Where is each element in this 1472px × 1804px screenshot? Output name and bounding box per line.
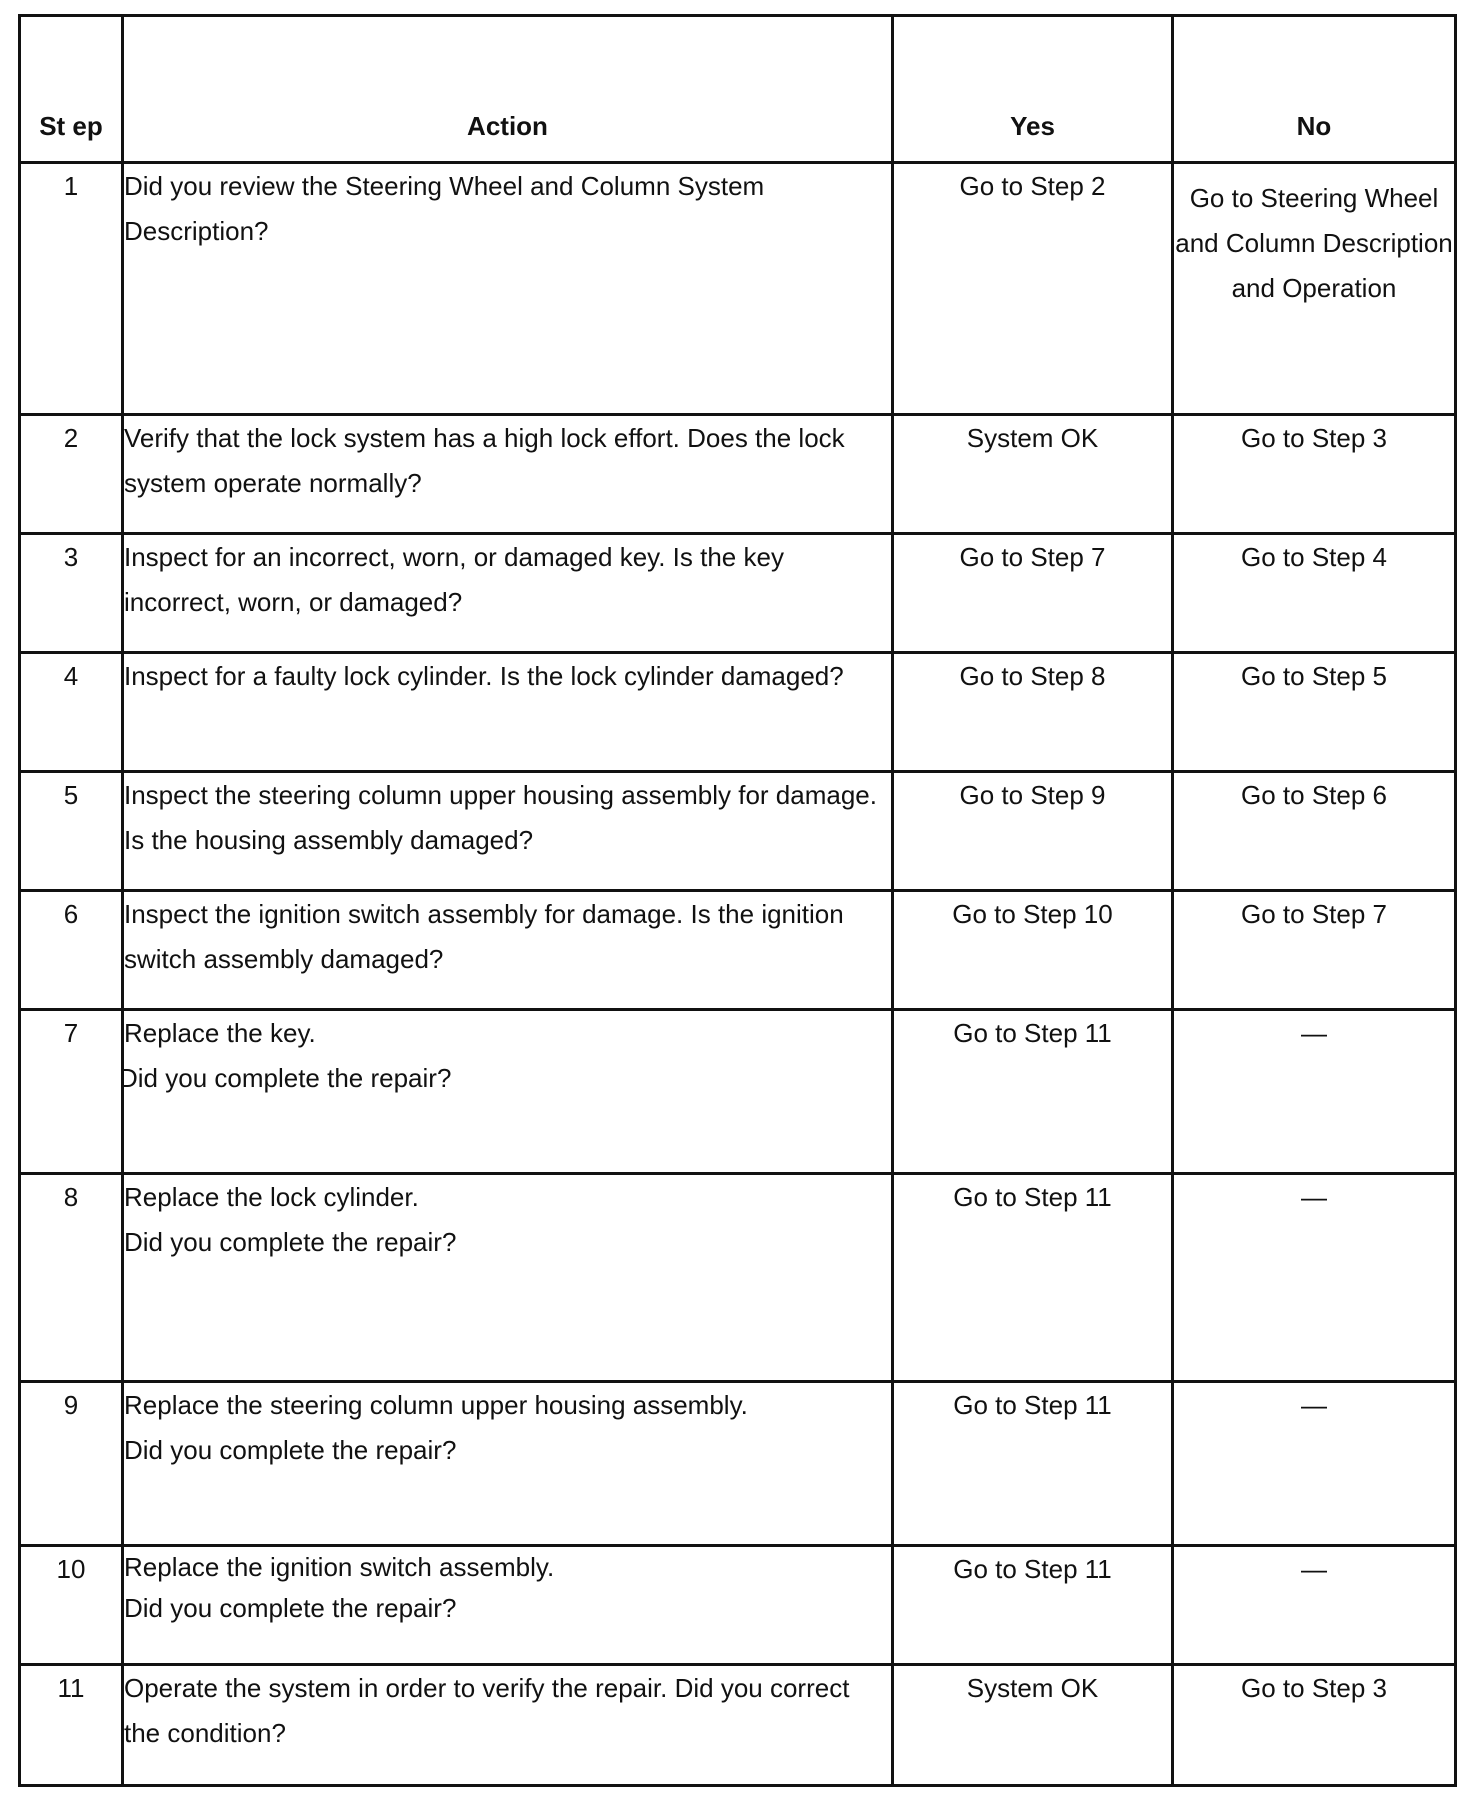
step-number: 3 (20, 534, 123, 653)
action-text (123, 653, 893, 772)
table-row (20, 1382, 1456, 1546)
table-row (20, 1010, 1456, 1174)
action-text (123, 1546, 893, 1665)
table-row (20, 1546, 1456, 1665)
yes-result: Go to Step 9 (893, 772, 1173, 891)
action-line: Inspect for an incorrect, worn, or damaged key. Is the key incorrect, worn, or damaged? (124, 542, 784, 617)
header-yes: Yes (893, 16, 1173, 163)
header-row (20, 16, 1456, 163)
no-result: — (1173, 1546, 1456, 1665)
action-line: Replace the key. (124, 1018, 316, 1048)
no-result: — (1173, 1174, 1456, 1382)
step-number: 5 (20, 772, 123, 891)
no-result: — (1173, 1010, 1456, 1174)
action-text (123, 1665, 893, 1786)
yes-result: System OK (893, 1665, 1173, 1786)
no-result: Go to Step 6 (1173, 772, 1456, 891)
header-action: Action (123, 16, 893, 163)
action-line: Operate the system in order to verify the repair. Did you correct the condition? (124, 1673, 850, 1748)
no-result: Go to Step 3 (1173, 415, 1456, 534)
no-result: — (1173, 1382, 1456, 1546)
action-line: Verify that the lock system has a high lock effort. Does the lock system operate normally? (124, 423, 845, 498)
step-number: 1 (20, 163, 123, 415)
yes-result: Go to Step 10 (893, 891, 1173, 1010)
no-result: Go to Step 4 (1173, 534, 1456, 653)
no-result: Go to Step 3 (1173, 1665, 1456, 1786)
action-text (123, 1382, 893, 1546)
table-row (20, 163, 1456, 415)
action-line: Replace the ignition switch assembly. (124, 1552, 555, 1582)
action-text (123, 534, 893, 653)
action-question: Did you complete the repair? (119, 1063, 452, 1093)
action-text (119, 1010, 893, 1174)
table-row (20, 1665, 1456, 1786)
table-row (20, 653, 1456, 772)
action-text (123, 772, 893, 891)
yes-result: Go to Step 2 (893, 163, 1173, 415)
table-row (20, 891, 1456, 1010)
yes-result: Go to Step 8 (893, 653, 1173, 772)
action-question: Did you complete the repair? (124, 1593, 457, 1623)
step-number: 11 (20, 1665, 123, 1786)
action-text (123, 163, 893, 415)
action-text (123, 1174, 893, 1382)
step-number: 7 (20, 1010, 123, 1174)
step-number: 8 (20, 1174, 123, 1382)
action-line: Replace the steering column upper housing assembly. (124, 1390, 748, 1420)
no-result: Go to Step 5 (1173, 653, 1456, 772)
yes-result: System OK (893, 415, 1173, 534)
table-row (20, 415, 1456, 534)
no-result: Go to Steering Wheel and Column Description and Operation (1173, 163, 1456, 415)
step-number: 9 (20, 1382, 123, 1546)
yes-result: Go to Step 7 (893, 534, 1173, 653)
yes-result: Go to Step 11 (893, 1174, 1173, 1382)
action-question: Did you complete the repair? (124, 1227, 457, 1257)
yes-result: Go to Step 11 (893, 1546, 1173, 1665)
action-line: Replace the lock cylinder. (124, 1182, 419, 1212)
step-number: 2 (20, 415, 123, 534)
action-line: Inspect the ignition switch assembly for damage. Is the ignition switch assembly damaged? (124, 899, 844, 974)
diagnostic-table (18, 14, 1457, 1787)
step-number: 4 (20, 653, 123, 772)
action-text (123, 891, 893, 1010)
yes-result: Go to Step 11 (893, 1010, 1173, 1174)
action-question: Did you complete the repair? (124, 1435, 457, 1465)
action-line: Did you review the Steering Wheel and Column System Description? (124, 171, 765, 246)
yes-result: Go to Step 11 (893, 1382, 1173, 1546)
header-step: St ep (20, 16, 123, 163)
table-row (20, 534, 1456, 653)
table-row (20, 772, 1456, 891)
step-number: 6 (20, 891, 123, 1010)
action-line: Inspect for a faulty lock cylinder. Is the lock cylinder damaged? (124, 661, 844, 691)
step-number: 10 (20, 1546, 123, 1665)
header-no: No (1173, 16, 1456, 163)
no-result: Go to Step 7 (1173, 891, 1456, 1010)
table-row (20, 1174, 1456, 1382)
action-line: Inspect the steering column upper housing assembly for damage. Is the housing assembly damaged? (124, 780, 877, 855)
action-text (123, 415, 893, 534)
